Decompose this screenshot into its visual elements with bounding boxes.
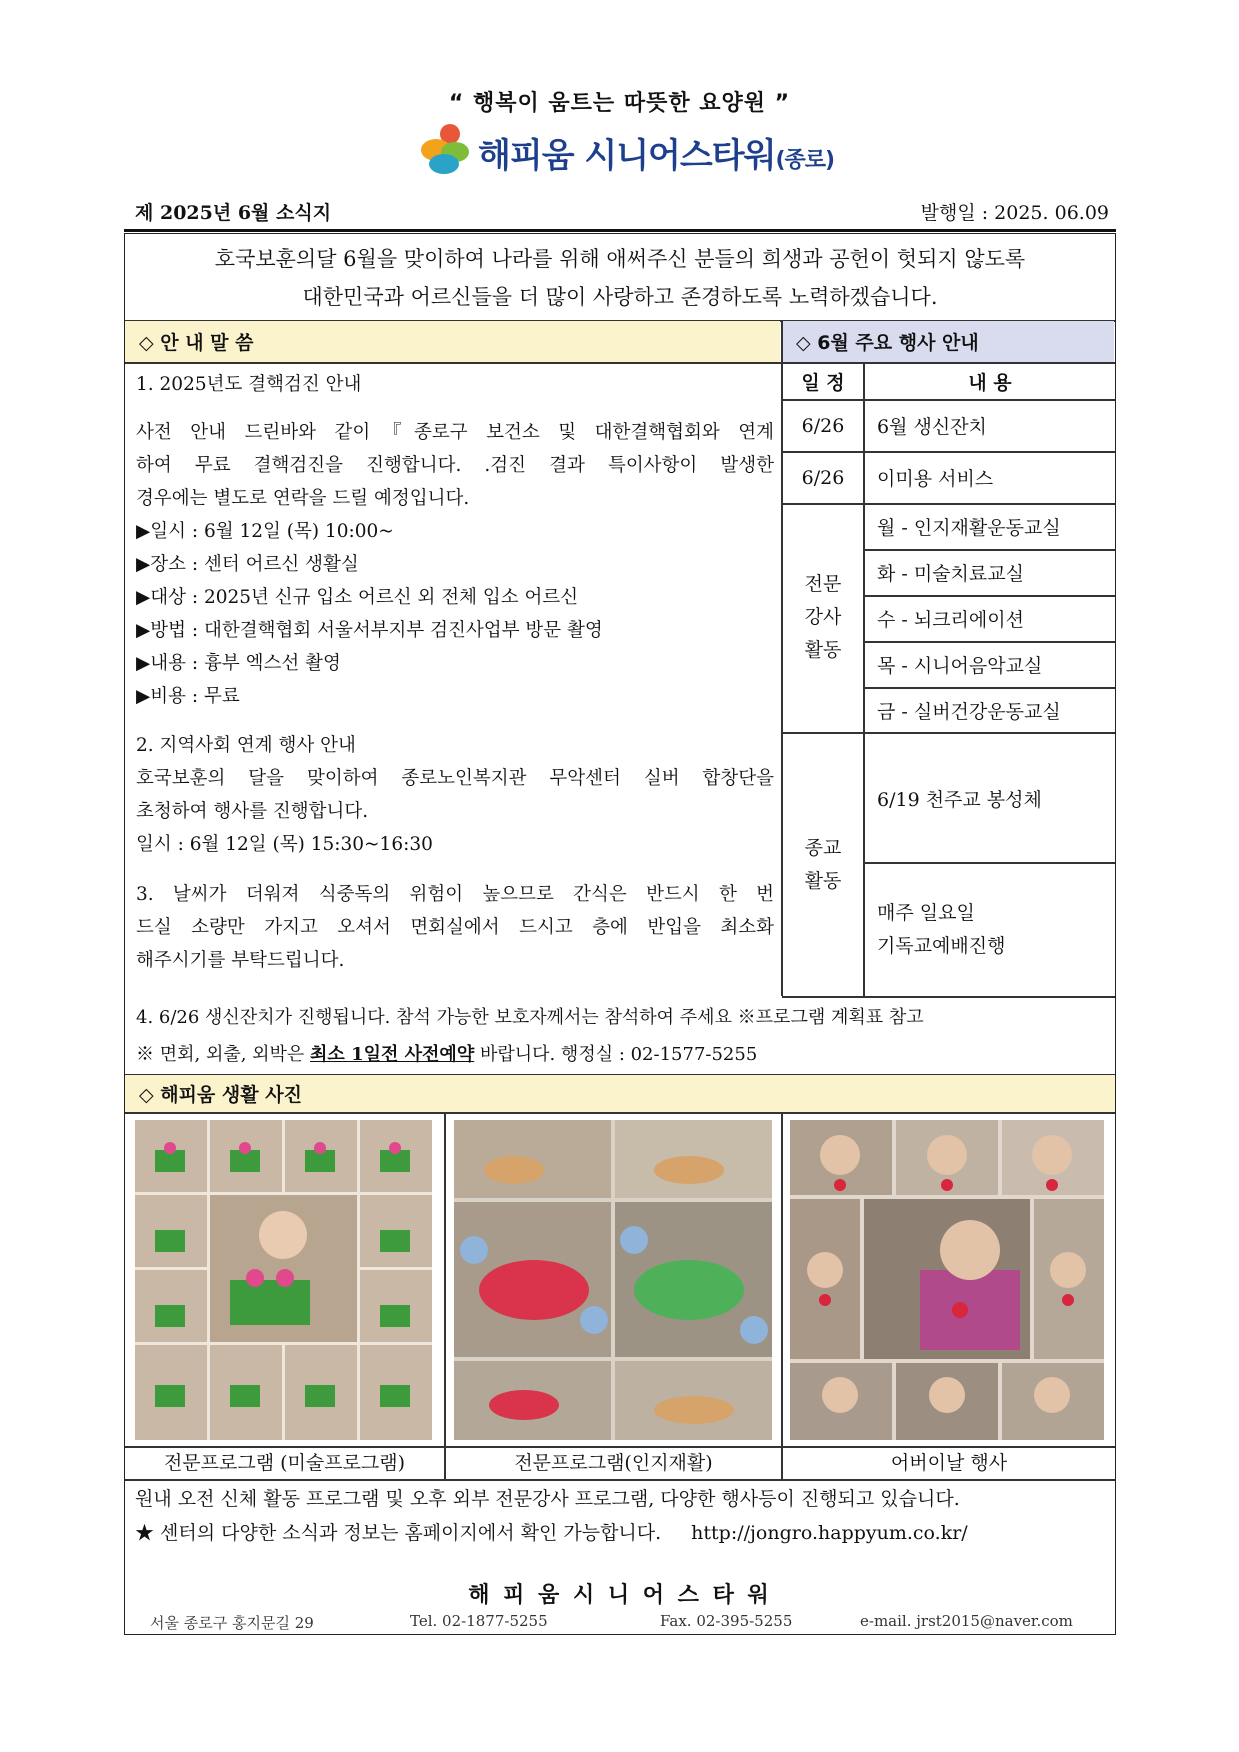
visit-suffix: 바랍니다. 행정실 : 02-1577-5255: [474, 1044, 758, 1065]
events-heading: ◇ 6월 주요 행사 안내: [796, 332, 979, 354]
notice-header: [125, 321, 780, 362]
divider: [863, 363, 865, 996]
group-label-line: 활동: [804, 869, 842, 892]
issue-label: 제 2025년 6월 소식지: [135, 202, 332, 224]
item4: 4. 6/26 생신잔치가 진행됩니다. 참석 가능한 보호자께서는 참석하여 주세요 ※프로그램 계획표 참고: [136, 1007, 924, 1028]
visit-prefix: ※ 면회, 외출, 외박은: [136, 1044, 311, 1065]
item3-line: 3. 날씨가 더워져 식중독의 위험이 높으므로 간식은 반드시 한 번: [136, 884, 774, 905]
weekday-program: 월 - 인지재활운동교실: [877, 517, 1061, 539]
caption-parents-day: 어버이날 행사: [890, 1452, 1008, 1474]
photos-heading: ◇ 해피움 생활 사진: [139, 1084, 302, 1106]
photo-rehab-collage-icon: [454, 1120, 772, 1440]
item1-content: ▶내용 : 흉부 엑스선 촬영: [136, 653, 341, 674]
caption-rehab: 전문프로그램(인지재활): [514, 1452, 713, 1474]
brand-name: [478, 128, 834, 177]
photo-parents-day: [790, 1120, 1104, 1440]
photo-art-collage-icon: [135, 1120, 432, 1440]
event-content: 이미용 서비스: [877, 468, 994, 490]
weekday-program: 화 - 미술치료교실: [877, 563, 1024, 585]
item1-target: ▶대상 : 2025년 신규 입소 어르신 외 전체 입소 어르신: [136, 587, 579, 608]
item1-line: 사전 안내 드린바와 같이『종로구 보건소 및 대한결핵협회와 연계: [136, 422, 774, 443]
divider: [782, 996, 1115, 998]
divider: [125, 1479, 1115, 1481]
visit-notice: [136, 1040, 757, 1066]
logo: [420, 122, 840, 182]
item2-title: 2. 지역사회 연계 행사 안내: [136, 735, 356, 756]
item2-date: 일시 : 6월 12일 (목) 15:30~16:30: [136, 834, 433, 855]
item2-line: 초청하여 행사를 진행합니다.: [136, 801, 369, 822]
group-label-line: 활동: [804, 639, 842, 661]
religion-line: 매주 일요일: [877, 901, 975, 924]
brand-branch: (종로): [775, 148, 835, 173]
homepage-link[interactable]: http://jongro.happyum.co.kr/: [691, 1522, 968, 1544]
caption-art: 전문프로그램 (미술프로그램): [163, 1452, 406, 1474]
intro-line-2: 대한민국과 어르신들을 더 많이 사랑하고 존경하도록 노력하겠습니다.: [302, 285, 938, 309]
footer-email[interactable]: e-mail. jrst2015@naver.com: [860, 1612, 1073, 1630]
summary-text: 원내 오전 신체 활동 프로그램 및 오후 외부 전문강사 프로그램, 다양한 행사등이 진행되고 있습니다.: [135, 1488, 960, 1510]
item1-line: 하여 무료 결핵검진을 진행합니다. .검진 결과 특이사항이 발생한: [136, 455, 774, 476]
photo-cognitive-rehab: [454, 1120, 772, 1440]
divider: [444, 1113, 446, 1479]
top-rule: [124, 229, 1116, 232]
photos-header: [125, 1075, 1115, 1112]
group-label-line: 종교: [804, 836, 842, 859]
item1-line: 경우에는 별도로 연락을 드릴 예정입니다.: [136, 488, 470, 509]
slogan: “ 행복이 움트는 따뜻한 요양원 ”: [448, 91, 791, 116]
event-content: 6월 생신잔치: [877, 416, 987, 438]
divider: [125, 1112, 1115, 1114]
weekday-program: 금 - 실버건강운동교실: [877, 700, 1061, 723]
footer-name: 해 피 움 시 니 어 스 타 워: [468, 1583, 772, 1608]
homepage-notice: [135, 1518, 968, 1545]
item2-line: 호국보훈의 달을 맞이하여 종로노인복지관 무악센터 실버 합창단을: [136, 768, 774, 789]
publish-date: 발행일 : 2025. 06.09: [920, 202, 1109, 224]
divider: [781, 1113, 783, 1479]
brand-title: 해피움 시니어스타워: [478, 136, 776, 176]
group-label-specialist: [783, 504, 863, 731]
photo-parents-collage-icon: [790, 1120, 1104, 1440]
photo-art-program: [135, 1120, 432, 1440]
logo-mark-icon: [420, 122, 476, 178]
group-label-line: 강사: [804, 606, 842, 628]
col-date-header: 일 정: [801, 371, 845, 394]
intro-message: [125, 240, 1115, 316]
group-label-line: 전문: [804, 573, 842, 595]
col-content-header: 내 용: [968, 371, 1012, 394]
item3-line: 드실 소량만 가지고 오셔서 면회실에서 드시고 층에 반입을 최소화: [136, 917, 774, 938]
religion-line: 기독교예배진행: [877, 934, 1006, 957]
item1-title: 1. 2025년도 결핵검진 안내: [136, 374, 362, 395]
item1-date: ▶일시 : 6월 12일 (목) 10:00~: [136, 521, 394, 542]
visit-reservation: 최소 1일전 사전예약: [310, 1044, 475, 1065]
weekday-program: 수 - 뇌크리에이션: [877, 609, 1024, 631]
item1-place: ▶장소 : 센터 어르신 생활실: [136, 554, 359, 575]
footer-address: 서울 종로구 홍지문길 29: [150, 1614, 314, 1632]
item3-line: 해주시기를 부탁드립니다.: [136, 950, 345, 971]
intro-line-1: 호국보훈의달 6월을 맞이하여 나라를 위해 애써주신 분들의 희생과 공헌이 헛되지 않도록: [214, 247, 1026, 271]
religion-program: 6/19 천주교 봉성체: [877, 788, 1042, 811]
religion-program: [877, 863, 1115, 996]
footer-tel: Tel. 02-1877-5255: [410, 1612, 548, 1630]
events-header: [782, 321, 1114, 362]
homepage-text: ★ 센터의 다양한 소식과 정보는 홈페이지에서 확인 가능합니다.: [135, 1522, 662, 1544]
event-date: 6/26: [801, 466, 845, 489]
footer-fax: Fax. 02-395-5255: [660, 1612, 793, 1630]
notice-heading: ◇ 안 내 말 씀: [139, 332, 254, 354]
event-date: 6/26: [801, 414, 845, 437]
item1-method: ▶방법 : 대한결핵협회 서울서부지부 검진사업부 방문 촬영: [136, 620, 603, 641]
group-label-religion: [783, 733, 863, 996]
weekday-program: 목 - 시니어음악교실: [877, 655, 1043, 677]
item1-cost: ▶비용 : 무료: [136, 686, 240, 707]
